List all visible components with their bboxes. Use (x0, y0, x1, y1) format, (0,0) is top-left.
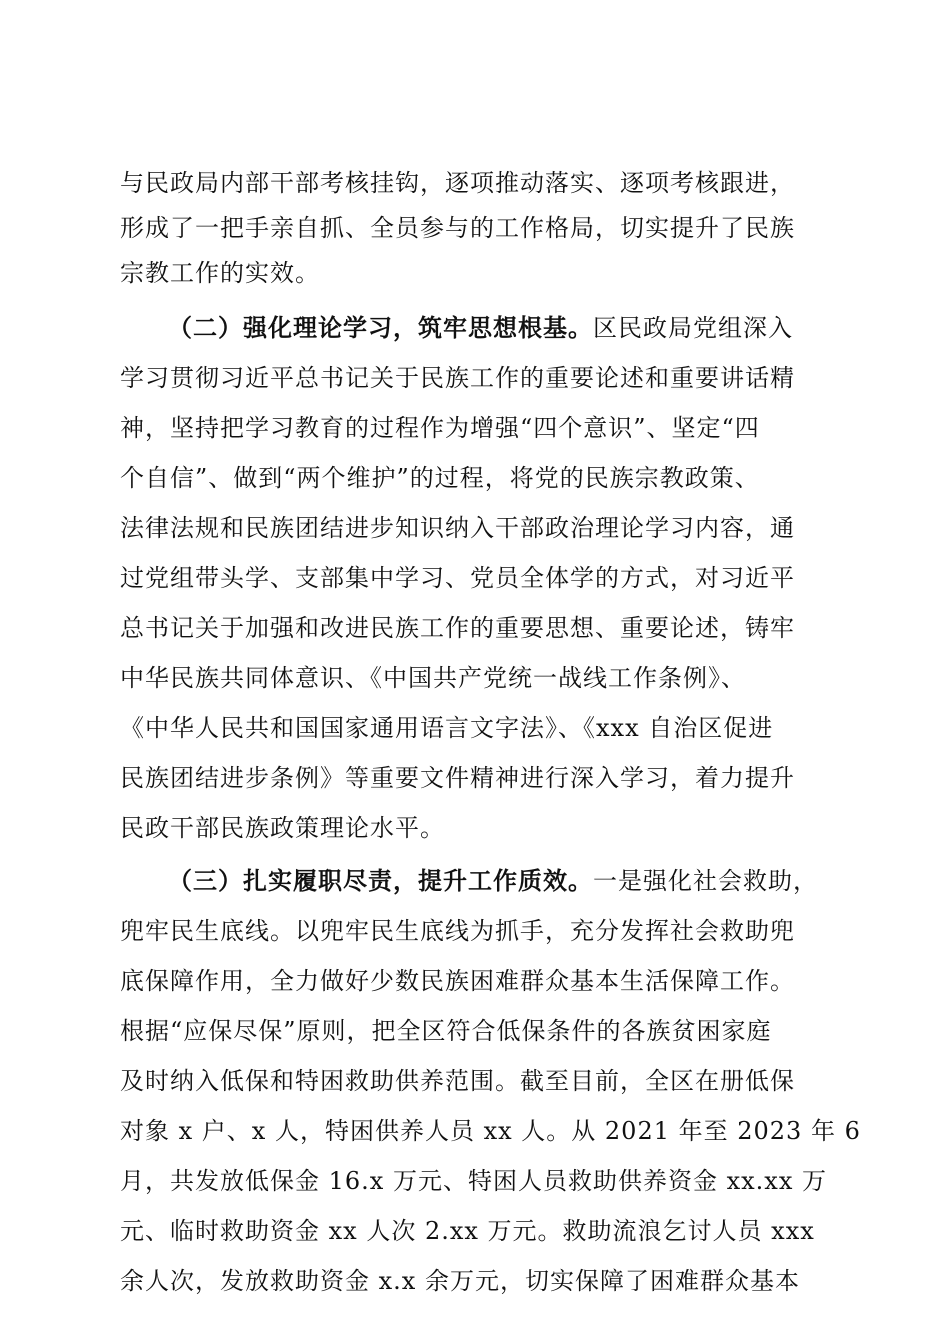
para2-line-5: 法律法规和民族团结进步知识纳入干部政治理论学习内容，通 (120, 514, 795, 542)
para3-line-7: 月，共发放低保金 16.x 万元、特困人员救助供养资金 xx.xx 万 (120, 1167, 827, 1195)
para3-line-9: 余人次，发放救助资金 x.x 余万元，切实保障了困难群众基本 (120, 1267, 800, 1295)
para3-heading: （三）扎实履职尽责，提升工作质效。 (168, 866, 593, 895)
para2-line-7: 总书记关于加强和改进民族工作的重要思想、重要论述，铸牢 (120, 614, 795, 642)
para2-line-10: 民族团结进步条例》等重要文件精神进行深入学习，着力提升 (120, 764, 795, 792)
para2-line-4: 个自信”、做到“两个维护”的过程，将党的民族宗教政策、 (120, 464, 760, 492)
para3-line-5: 及时纳入低保和特困救助供养范围。截至目前，全区在册低保 (120, 1067, 795, 1095)
para2-line-8: 中华民族共同体意识、《中国共产党统一战线工作条例》、 (120, 664, 746, 692)
para3-first-line (168, 866, 888, 896)
para2-line-9: 《中华人民共和国国家通用语言文字法》、《xxx 自治区促进 (120, 714, 774, 742)
para3-line-2: 兜牢民生底线。以兜牢民生底线为抓手，充分发挥社会救助兜 (120, 917, 795, 945)
para1-line-3: 宗教工作的实效。 (120, 259, 320, 287)
para2-line-2: 学习贯彻习近平总书记关于民族工作的重要论述和重要讲话精 (120, 364, 795, 392)
para3-line-4: 根据“应保尽保”原则，把全区符合低保条件的各族贫困家庭 (120, 1017, 772, 1045)
para3-line-1: 一是强化社会救助， (593, 867, 818, 895)
para3-line-3: 底保障作用，全力做好少数民族困难群众基本生活保障工作。 (120, 967, 795, 995)
para2-line-11: 民政干部民族政策理论水平。 (120, 814, 445, 842)
para2-line-6: 过党组带头学、支部集中学习、党员全体学的方式，对习近平 (120, 564, 795, 592)
para2-heading: （二）强化理论学习，筑牢思想根基。 (168, 313, 593, 342)
para2-line-3: 神，坚持把学习教育的过程作为增强“四个意识”、坚定“四 (120, 414, 760, 442)
para2-first-line (168, 313, 888, 343)
para1-line-2: 形成了一把手亲自抓、全员参与的工作格局，切实提升了民族 (120, 214, 795, 242)
para2-line-1: 区民政局党组深入 (593, 314, 793, 342)
para1-line-1: 与民政局内部干部考核挂钩，逐项推动落实、逐项考核跟进， (120, 169, 795, 197)
para3-line-8: 元、临时救助资金 xx 人次 2.xx 万元。救助流浪乞讨人员 xxx (120, 1217, 815, 1245)
para3-line-6: 对象 x 户、x 人，特困供养人员 xx 人。从 2021 年至 2023 年 6 (120, 1117, 861, 1145)
